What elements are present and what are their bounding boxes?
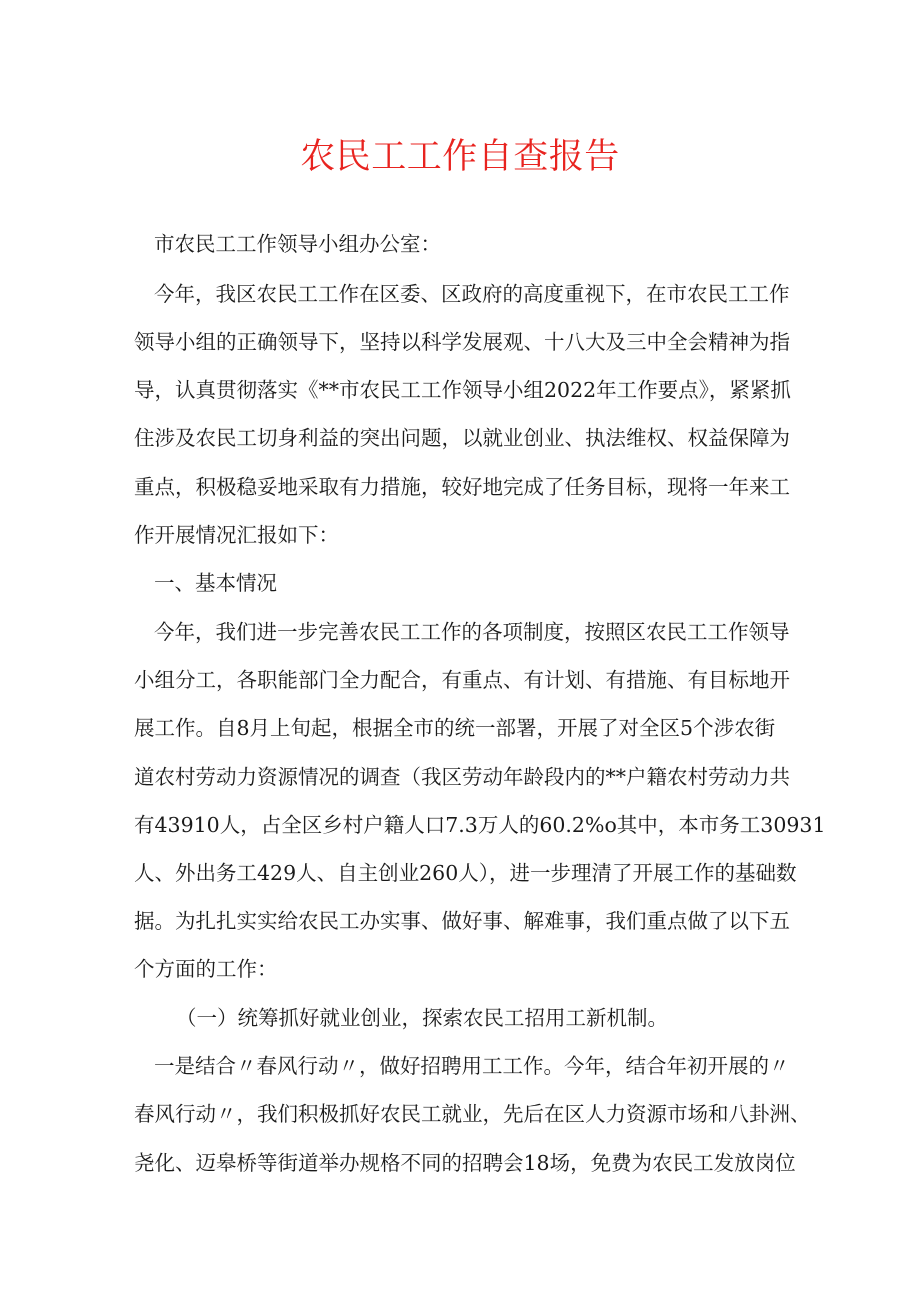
- paragraph-line: 今年，我们进一步完善农民工工作的各项制度，按照区农民工工作领导: [154, 620, 790, 644]
- paragraph-line: 人、外出务工429人、自主创业260人），进一步理清了开展工作的基础数: [134, 861, 797, 885]
- page-title: 农民工工作自查报告: [300, 137, 620, 177]
- paragraph-line: 据。为扎扎实实给农民工办实事、做好事、解难事，我们重点做了以下五: [134, 909, 790, 933]
- paragraph-line: 导，认真贯彻落实《**市农民工工作领导小组2022年工作要点》，紧紧抓: [134, 378, 791, 402]
- paragraph-line: 重点，积极稳妥地采取有力措施，较好地完成了任务目标，现将一年来工: [134, 475, 790, 499]
- paragraph-line: 住涉及农民工切身利益的突出问题，以就业创业、执法维权、权益保障为: [134, 426, 790, 450]
- paragraph-line: 展工作。自8月上旬起，根据全市的统一部署，开展了对全区5个涉农街: [134, 716, 776, 740]
- paragraph-line: 个方面的工作：: [134, 957, 278, 981]
- paragraph-line: 一是结合〃春风行动〃，做好招聘用工工作。今年，结合年初开展的〃: [154, 1054, 790, 1078]
- paragraph-line: 小组分工，各职能部门全力配合，有重点、有计划、有措施、有目标地开: [134, 668, 790, 692]
- paragraph-line: 领导小组的正确领导下，坚持以科学发展观、十八大及三中全会精神为指: [134, 330, 790, 354]
- paragraph-line: 春风行动〃，我们积极抓好农民工就业，先后在区人力资源市场和八卦洲、: [134, 1102, 811, 1126]
- section-heading: 一、基本情况: [154, 571, 277, 595]
- subsection-heading: （一）统筹抓好就业创业，探索农民工招用工新机制。: [176, 1006, 668, 1030]
- salutation: 市农民工工作领导小组办公室：: [154, 232, 441, 256]
- paragraph-line: 尧化、迈皋桥等街道举办规格不同的招聘会18场，免费为农民工发放岗位: [134, 1151, 796, 1175]
- paragraph-line: 道农村劳动力资源情况的调查（我区劳动年龄段内的**户籍农村劳动力共: [134, 765, 790, 789]
- paragraph-line: 今年，我区农民工工作在区委、区政府的高度重视下，在市农民工工作: [154, 282, 790, 306]
- paragraph-line: 有43910人，占全区乡村户籍人口7.3万人的60.2%o其中，本市务工30931: [134, 813, 826, 837]
- paragraph-line: 作开展情况汇报如下：: [134, 523, 339, 547]
